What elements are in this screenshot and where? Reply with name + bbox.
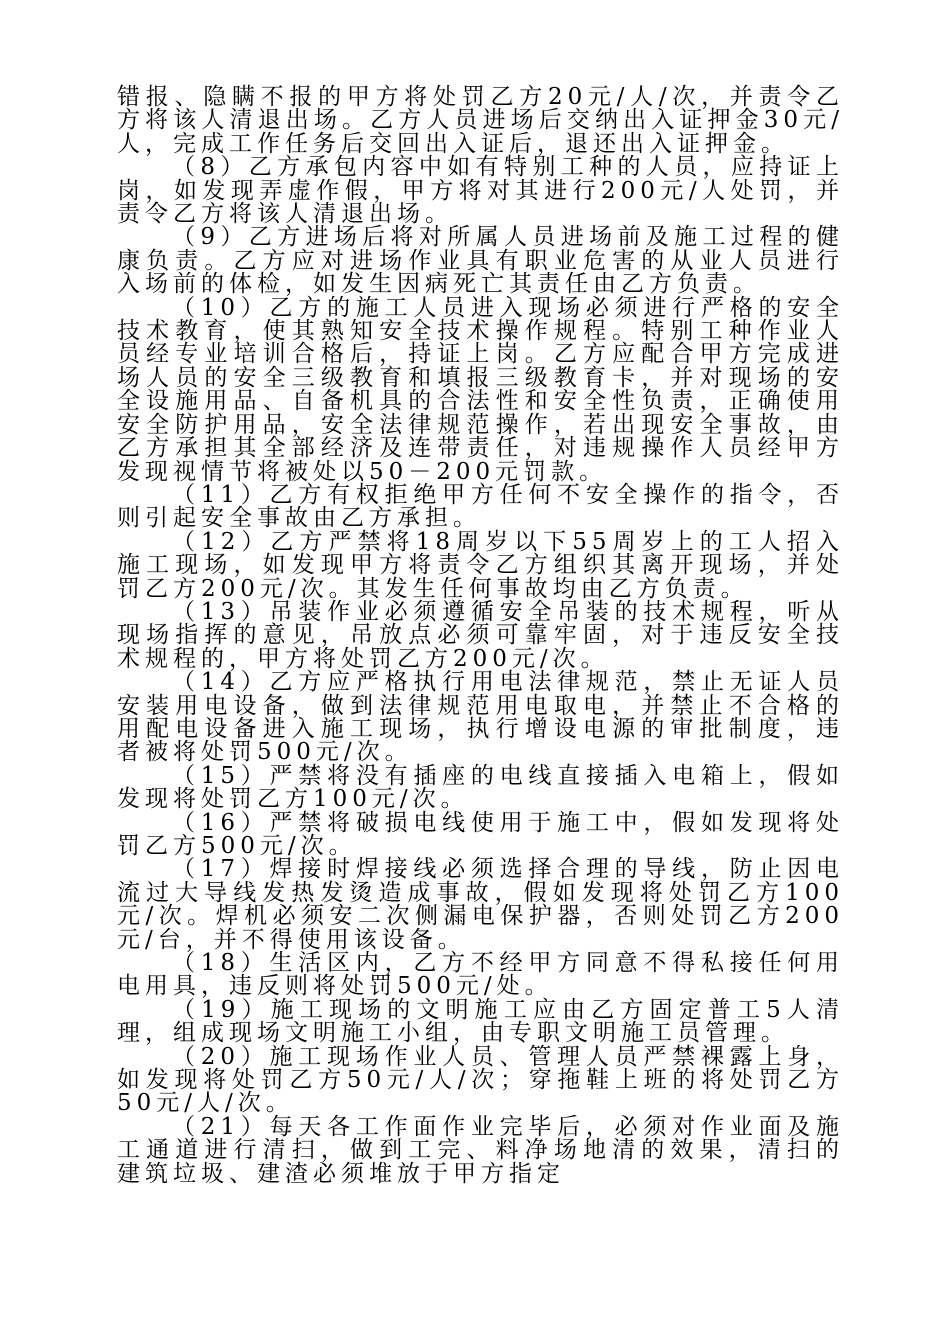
paragraph-clause-12: （12）乙方严禁将18周岁以下55周岁上的工人招入施工现场，如发现甲方将责令乙方组织其离开现场，并处罚乙方200元/次。其发生任何事故均由乙方负责。	[117, 528, 844, 602]
paragraph-clause-11: （11）乙方有权拒绝甲方任何不安全操作的指令，否则引起安全事故由乙方承担。	[117, 481, 844, 532]
paragraph-clause-8: （8）乙方承包内容中如有特别工种的人员，应持证上岗，如发现弄虚作假，甲方将对其进行200元/人处罚，并责令乙方将该人清退出场。	[117, 154, 844, 228]
paragraph-clause-21: （21）每天各工作面作业完毕后，必须对作业面及施工通道进行清扫，做到工完、料净场地清的效果，清扫的建筑垃圾、建渣必须堆放于甲方指定	[117, 1113, 844, 1187]
paragraph-clause-19: （19）施工现场的文明施工应由乙方固定普工5人清理，组成现场文明施工小组，由专职文明施工员管理。	[117, 996, 844, 1047]
paragraph-clause-20: （20）施工现场作业人员、管理人员严禁裸露上身，如发现将处罚乙方50元/人/次；穿拖鞋上班的将处罚乙方50元/人/次。	[117, 1043, 844, 1117]
paragraph-clause-18: （18）生活区内，乙方不经甲方同意不得私接任何用电用具，违反则将处罚500元/处。	[117, 950, 844, 1000]
paragraph-clause-17: （17）焊接时焊接线必须选择合理的导线，防止因电流过大导线发热发烫造成事故，假如发现将处罚乙方100元/次。焊机必须安二次侧漏电保护器，否则处罚乙方200元/台，并不得使用该设备。	[117, 856, 844, 953]
paragraph-clause-9: （9）乙方进场后将对所属人员进场前及施工过程的健康负责。乙方应对进场作业具有职业危害的从业人员进行入场前的体检，如发生因病死亡其责任由乙方负责。	[117, 224, 844, 298]
paragraph-continuation: 错报、隐瞒不报的甲方将处罚乙方20元/人/次，并责令乙方将该人清退出场。乙方人员进场后交纳出入证押金30元/人，完成工作任务后交回出入证后，退还出入证押金。	[117, 84, 844, 157]
paragraph-clause-14: （14）乙方应严格执行用电法律规范，禁止无证人员安装用电设备，做到法律规范用电取电，并禁止不合格的用配电设备进入施工现场，执行增设电源的审批制度，违者被将处罚500元/次。	[117, 669, 844, 766]
paragraph-clause-10: （10）乙方的施工人员进入现场必须进行严格的安全技术教育，使其熟知安全技术操作规程。特别工种作业人员经专业培训合格后，持证上岗。乙方应配合甲方完成进场人员的安全三级教育和填报三级教育卡，并对现场的安全设施用品、自备机具的合法性和安全性负责，正确使用安全防护用品，安全法律规范操作，若出现安全事故，由乙方承担其全部经济及连带责任，对违规操作人员经甲方发现视情节将被处以50－200元罚款。	[117, 294, 844, 485]
paragraph-clause-13: （13）吊装作业必须遵循安全吊装的技术规程，听从现场指挥的意见，吊放点必须可靠牢固，对于违反安全技术规程的，甲方将处罚乙方200元/次。	[117, 598, 844, 672]
paragraph-clause-15: （15）严禁将没有插座的电线直接插入电箱上，假如发现将处罚乙方100元/次。	[117, 762, 844, 813]
paragraph-clause-16: （16）严禁将破损电线使用于施工中，假如发现将处罚乙方500元/次。	[117, 809, 844, 859]
document-body	[117, 86, 844, 1186]
